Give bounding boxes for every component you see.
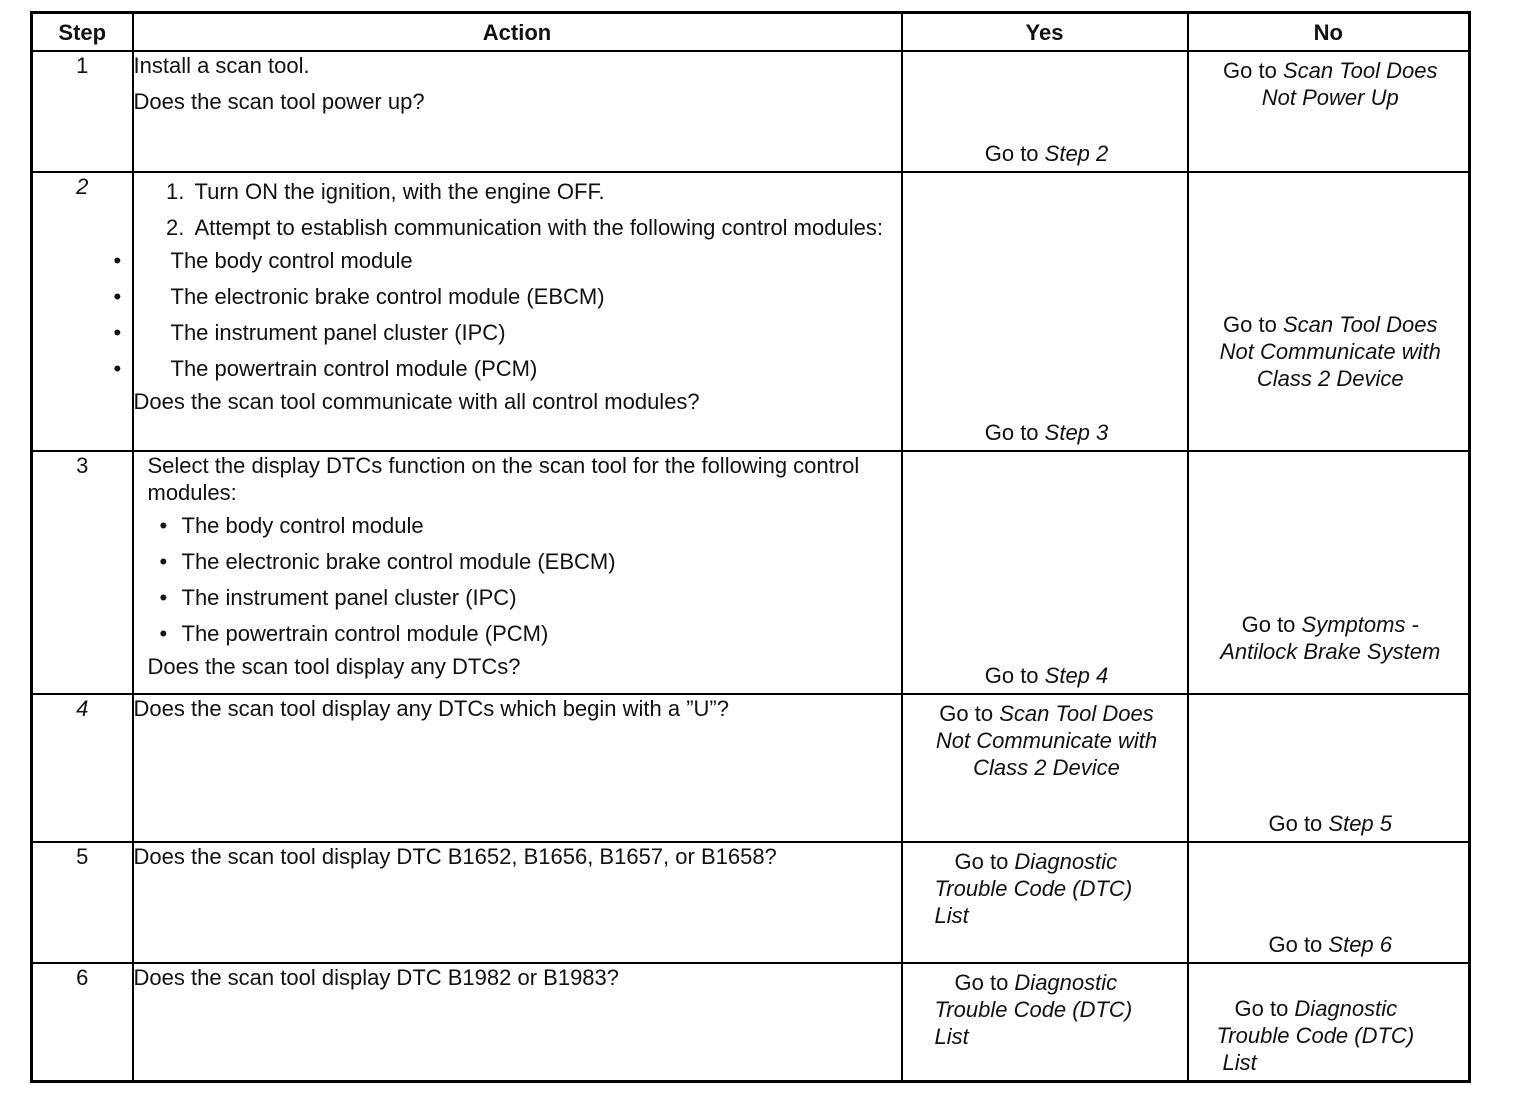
- header-no: No: [1188, 13, 1470, 52]
- no-cell: [1188, 172, 1470, 451]
- step-number: 4: [32, 694, 133, 842]
- no-cell: [1188, 51, 1470, 172]
- yes-cell: [902, 842, 1188, 963]
- no-goto[interactable]: Go to Step 6: [1268, 932, 1393, 957]
- no-cell: [1188, 963, 1470, 1081]
- no-cell: [1188, 694, 1470, 842]
- action-question: Does the scan tool communicate with all control modules?: [133, 389, 700, 414]
- action-cell: [133, 172, 902, 451]
- header-row: [32, 13, 1470, 52]
- action-intro: Select the display DTCs function on the scan tool for the following control modules:: [147, 453, 860, 505]
- action-cell: [133, 963, 902, 1081]
- action-question: Does the scan tool display any DTCs which begin with a ”U”?: [133, 696, 729, 721]
- no-cell: [1188, 451, 1470, 694]
- no-goto[interactable]: Go to Diagnostic Trouble Code (DTC) List: [1216, 995, 1415, 1075]
- table-row: [32, 172, 1470, 451]
- module-list: [102, 247, 901, 382]
- list-item: • The powertrain control module (PCM): [148, 620, 901, 647]
- step-number: 3: [32, 451, 133, 694]
- step-number: 2: [32, 172, 133, 451]
- yes-cell: [902, 51, 1188, 172]
- list-item: • The body control module: [148, 512, 901, 539]
- action-cell: [133, 451, 902, 694]
- action-cell: [133, 694, 902, 842]
- no-goto[interactable]: Go to Symptoms - Antilock Brake System: [1220, 612, 1441, 664]
- action-line: Install a scan tool.: [133, 53, 310, 78]
- step-number: 6: [32, 963, 133, 1081]
- numbered-step: 1. Turn ON the ignition, with the engine OFF.: [191, 178, 901, 205]
- table-row: [32, 694, 1470, 842]
- yes-goto[interactable]: Go to Scan Tool Does Not Communicate with Class 2 Device: [935, 701, 1158, 780]
- list-item: • The instrument panel cluster (IPC): [148, 584, 901, 611]
- action-question: Does the scan tool display DTC B1652, B1656, B1657, or B1658?: [133, 844, 777, 869]
- yes-cell: [902, 451, 1188, 694]
- action-question: Does the scan tool power up?: [133, 89, 425, 114]
- list-item: • The electronic brake control module (EBCM): [148, 548, 901, 575]
- action-question: Does the scan tool display any DTCs?: [147, 654, 521, 679]
- table-row: [32, 842, 1470, 963]
- step-number: 5: [32, 842, 133, 963]
- yes-goto[interactable]: Go to Diagnostic Trouble Code (DTC) List: [934, 849, 1133, 928]
- list-item: • The instrument panel cluster (IPC): [102, 319, 901, 346]
- module-list: [148, 512, 901, 647]
- table-row: [32, 51, 1470, 172]
- action-cell: [133, 842, 902, 963]
- yes-goto[interactable]: Go to Step 3: [984, 420, 1109, 445]
- yes-goto[interactable]: Go to Step 2: [984, 141, 1109, 166]
- header-yes: Yes: [902, 13, 1188, 52]
- yes-goto[interactable]: Go to Diagnostic Trouble Code (DTC) List: [934, 970, 1133, 1049]
- diagnostic-table: [30, 11, 1471, 1083]
- list-item: • The body control module: [102, 247, 901, 274]
- action-question: Does the scan tool display DTC B1982 or B1983?: [133, 965, 620, 990]
- numbered-step: 2. Attempt to establish communication with the following control modules: • The body control module • The electronic brake control module (EBCM) • The instrument panel cluster (IPC) • The powertrain control module (PCM): [191, 214, 901, 382]
- yes-cell: [902, 694, 1188, 842]
- table-row: [32, 963, 1470, 1081]
- numbered-steps: [134, 178, 901, 382]
- list-item: • The powertrain control module (PCM): [102, 355, 901, 382]
- yes-cell: [902, 172, 1188, 451]
- action-cell: [133, 51, 902, 172]
- no-goto[interactable]: Go to Scan Tool Does Not Communicate with Class 2 Device: [1219, 312, 1441, 391]
- header-step: Step: [32, 13, 133, 52]
- table-row: [32, 451, 1470, 694]
- yes-cell: [902, 963, 1188, 1081]
- step-number: 1: [32, 51, 133, 172]
- no-cell: [1188, 842, 1470, 963]
- list-item: • The electronic brake control module (EBCM): [102, 283, 901, 310]
- no-goto[interactable]: Go to Step 5: [1268, 811, 1393, 836]
- yes-goto[interactable]: Go to Step 4: [984, 663, 1109, 688]
- no-goto[interactable]: Go to Scan Tool Does Not Power Up: [1223, 58, 1438, 110]
- header-action: Action: [133, 13, 902, 52]
